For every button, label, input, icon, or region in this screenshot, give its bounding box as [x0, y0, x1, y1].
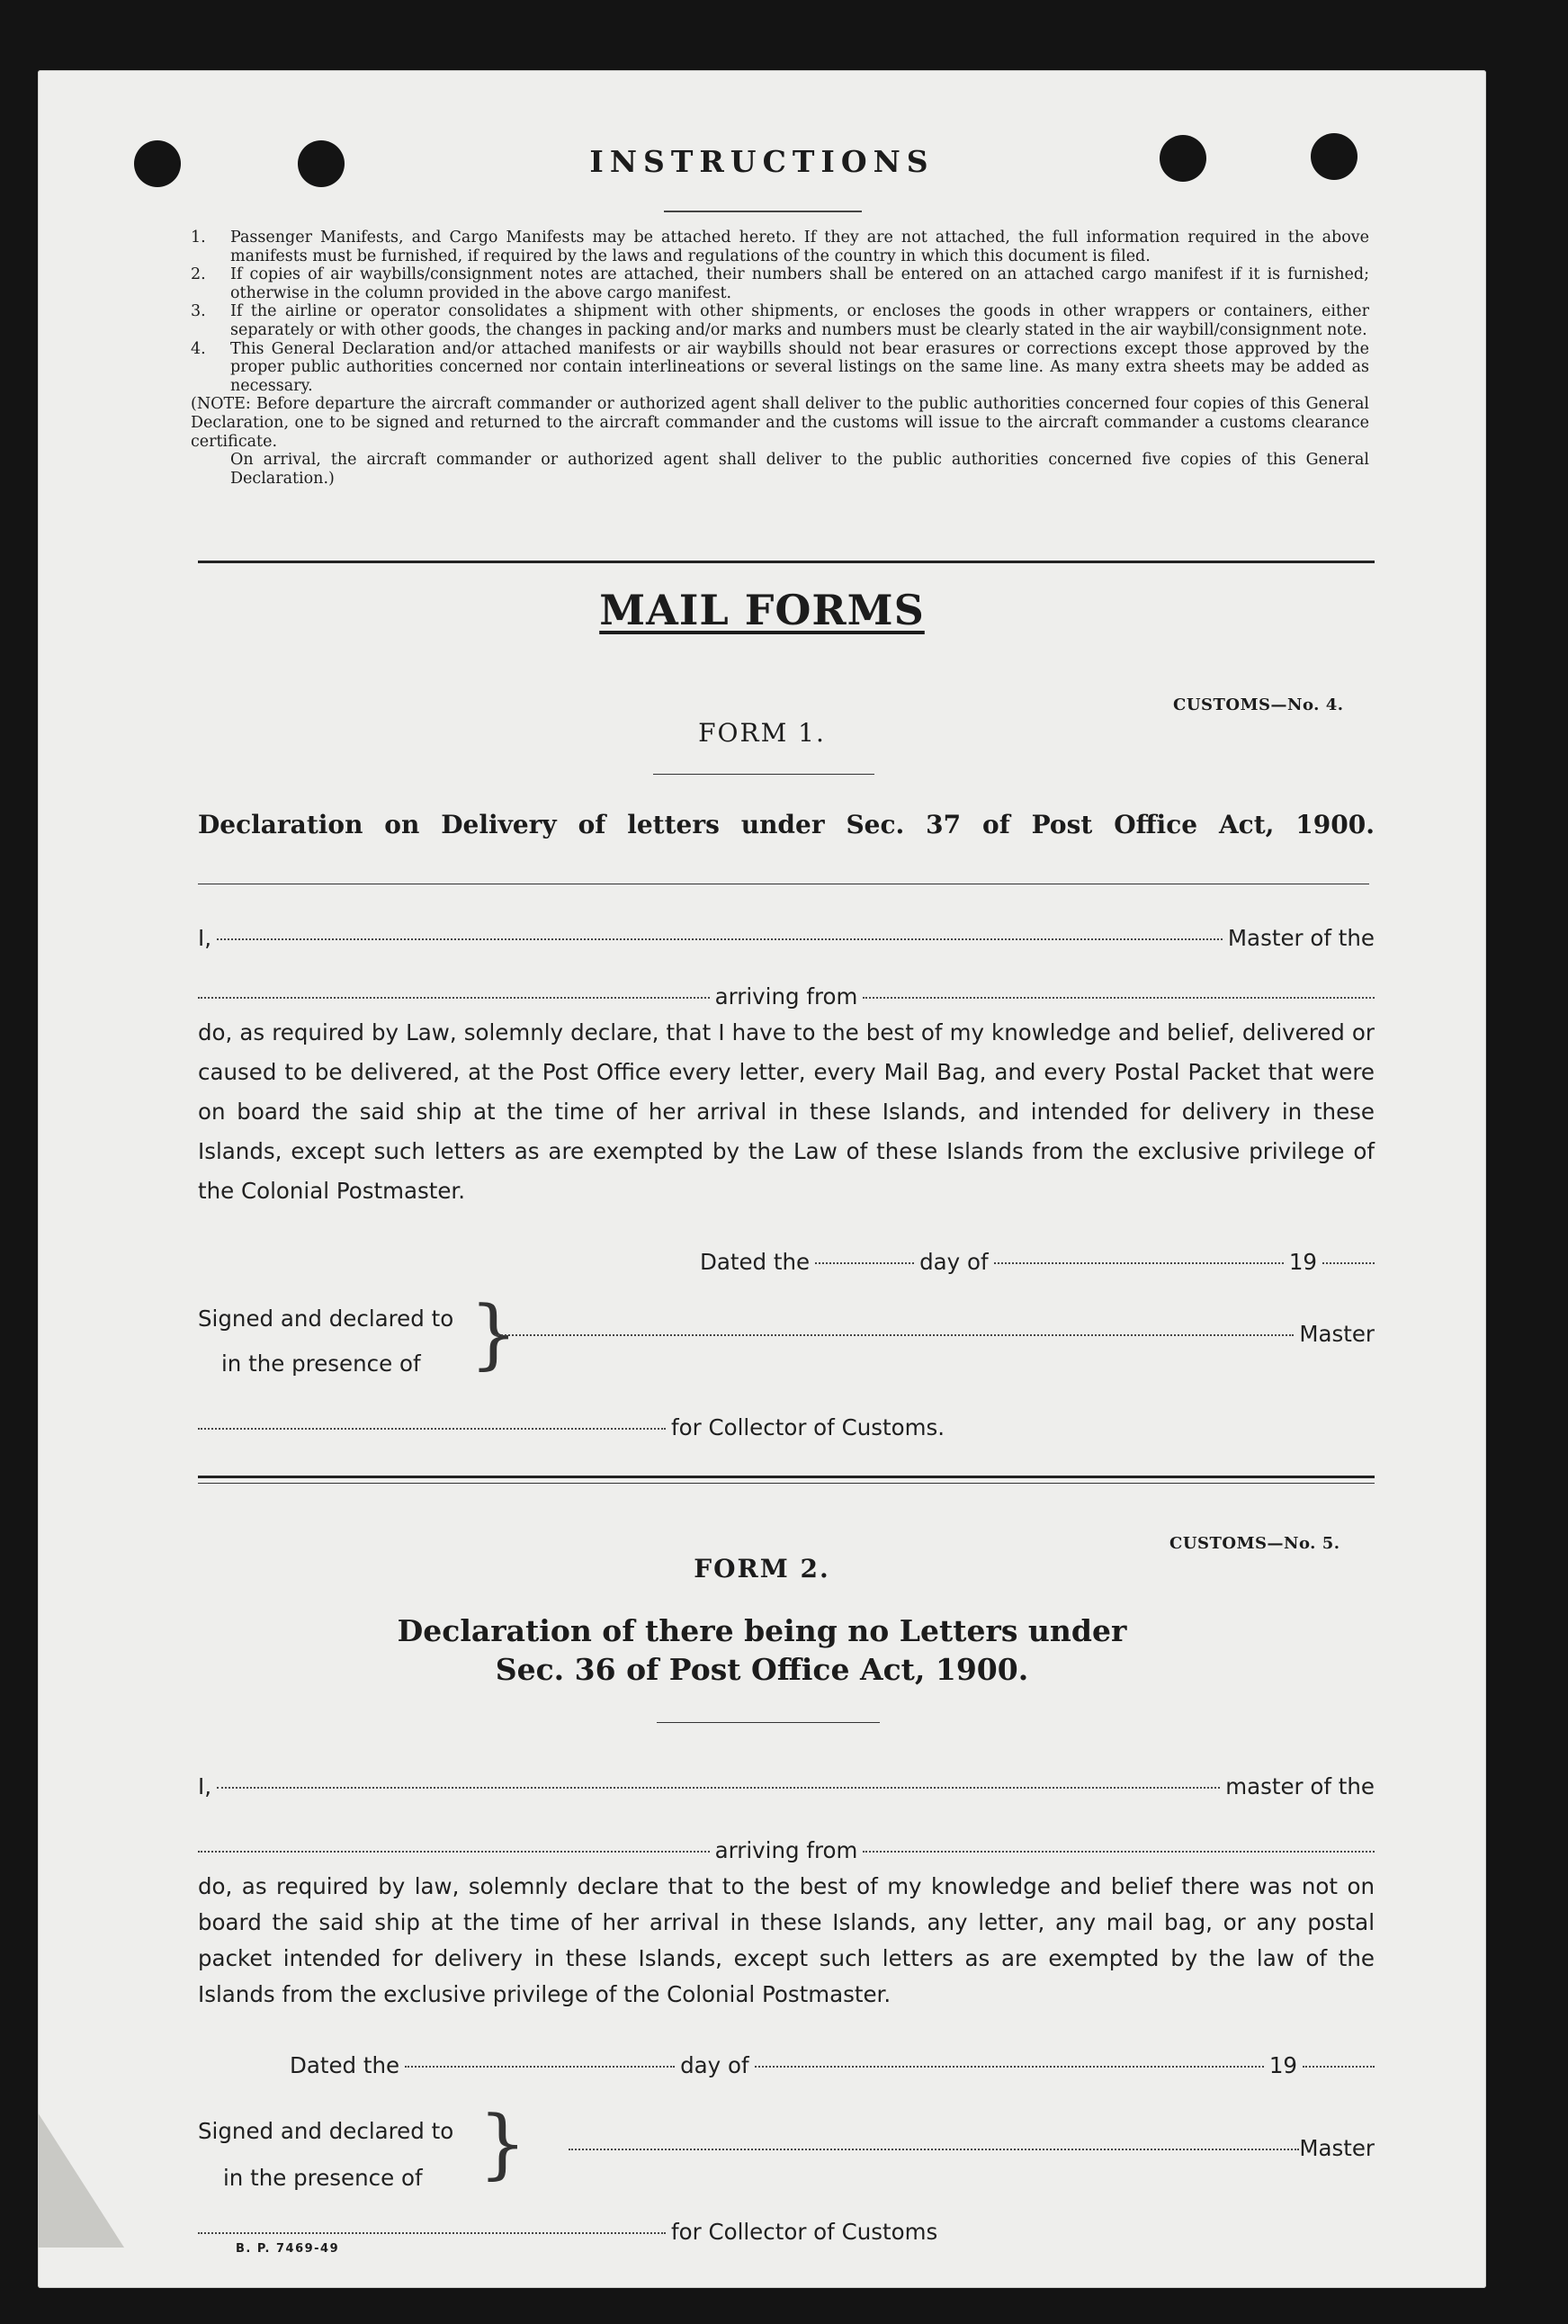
- master-label: Master: [1299, 2135, 1375, 2161]
- folded-corner: [38, 2113, 124, 2248]
- heading-word: Office: [1114, 810, 1198, 839]
- collector-signature-field[interactable]: [198, 1428, 666, 1430]
- brace-icon: }: [479, 2099, 527, 2187]
- instruction-item: [191, 340, 1369, 396]
- form2-declaration-heading: [38, 1611, 1486, 1689]
- form2-master-signature-line: [569, 2135, 1375, 2161]
- heading-word: Act,: [1218, 810, 1275, 839]
- form-divider: [198, 1476, 1375, 1478]
- form2-title-rule: [657, 1722, 880, 1723]
- heading-word: 37: [926, 810, 962, 839]
- origin-field[interactable]: [863, 997, 1375, 999]
- instruction-number: 3.: [191, 302, 206, 321]
- collector-signature-field[interactable]: [198, 2232, 666, 2234]
- instruction-item: [191, 229, 1369, 265]
- instructions-title: INSTRUCTIONS: [589, 144, 935, 179]
- instruction-text: Passenger Manifests, and Cargo Manifests may be attached hereto. If they are not attached, the full information required in the above manifests must be furnished, if required by the laws and regulations of the country in which this document is filed.: [230, 229, 1369, 265]
- collector-label: for Collector of Customs.: [671, 1414, 945, 1440]
- document-page: [38, 70, 1486, 2288]
- instruction-text: If copies of air waybills/consignment notes are attached, their numbers shall be entered on an attached cargo manifest if it is furnished; otherwise in the column provided in the above cargo manifest.: [230, 265, 1369, 302]
- form1-signed-label: [198, 1297, 453, 1386]
- brace-icon: }: [470, 1289, 518, 1377]
- heading-word: letters: [627, 810, 720, 839]
- form1-declaration-body: do, as required by Law, solemnly declare, that I have to the best of my knowledge and belief, delivered or caused to be delivered, at the Post Office every letter, every Mail Bag, and every Postal Packet that were on board the said ship at the time of her arrival in these Islands, and intended for delivery in these Islands, except such letters as are exempted by the Law of these Islands from the exclusive privilege of the Colonial Postmaster.: [198, 1019, 1375, 1204]
- day-field[interactable]: [405, 2066, 675, 2068]
- origin-field[interactable]: [863, 1851, 1375, 1853]
- form1-title: FORM 1.: [698, 718, 826, 748]
- heading-word: of: [578, 810, 606, 839]
- instruction-number: 1.: [191, 229, 206, 247]
- heading-word: 1900.: [1295, 810, 1375, 839]
- heading-word: on: [384, 810, 420, 839]
- master-signature-field[interactable]: [569, 2149, 1299, 2150]
- ship-name-field[interactable]: [198, 1851, 710, 1853]
- form-divider: [198, 1483, 1375, 1484]
- ship-name-field[interactable]: [198, 997, 710, 999]
- form2-master-line: [198, 1773, 1375, 1799]
- pronoun-label: I,: [198, 1773, 212, 1799]
- form-code: B. P. 7469-49: [236, 2242, 340, 2256]
- year-field[interactable]: [1303, 2066, 1375, 2068]
- form1-date-line: [700, 1249, 1375, 1275]
- year-label: 19: [1288, 1249, 1317, 1275]
- arriving-from-label: arriving from: [714, 983, 858, 1009]
- form1-declaration-heading: [198, 810, 1375, 839]
- heading-line: Declaration of there being no Letters under: [397, 1613, 1127, 1648]
- form1-arriving-line: [198, 983, 1375, 1009]
- form2-arriving-line: [198, 1837, 1375, 1863]
- master-name-field[interactable]: [217, 938, 1223, 940]
- form2-title: FORM 2.: [694, 1554, 830, 1584]
- instruction-text: If the airline or operator consolidates a shipment with other shipments, or encloses the goods in other wrappers or containers, either separately or with other goods, the changes in packing and/or marks and numbers must be clearly stated in the air waybill/consignment note.: [230, 302, 1369, 339]
- form2-customs-number: CUSTOMS—No. 5.: [1169, 1534, 1340, 1553]
- year-field[interactable]: [1322, 1262, 1375, 1264]
- form2-signed-label: [198, 2108, 453, 2202]
- form1-title-rule: [653, 774, 874, 775]
- heading-word: Post: [1031, 810, 1093, 839]
- collector-label: for Collector of Customs: [671, 2219, 938, 2245]
- instruction-number: 2.: [191, 265, 206, 284]
- day-of-label: day of: [680, 2052, 749, 2078]
- signed-line: Signed and declared to: [198, 2118, 454, 2144]
- heading-word: Sec.: [846, 810, 905, 839]
- master-label: Master: [1299, 1321, 1375, 1347]
- title-rule: [664, 211, 862, 212]
- arriving-from-label: arriving from: [714, 1837, 858, 1863]
- section-divider: [198, 561, 1375, 563]
- heading-word: of: [982, 810, 1010, 839]
- instruction-note-arrival: On arrival, the aircraft commander or authorized agent shall deliver to the public authorities concerned five copies of this General Declaration.): [230, 451, 1369, 488]
- form1-master-line: [198, 925, 1375, 951]
- master-signature-field[interactable]: [495, 1334, 1294, 1336]
- mail-forms-title: MAIL FORMS: [599, 586, 925, 634]
- master-of-label: Master of the: [1227, 925, 1375, 951]
- heading-word: Declaration: [198, 810, 363, 839]
- signed-line: Signed and declared to: [198, 1306, 454, 1332]
- heading-word: Delivery: [441, 810, 557, 839]
- pronoun-label: I,: [198, 925, 212, 951]
- form1-collector-line: [198, 1414, 1008, 1440]
- master-of-label: master of the: [1225, 1773, 1375, 1799]
- form2-date-line: [290, 2052, 1375, 2078]
- year-label: 19: [1268, 2052, 1297, 2078]
- form1-master-signature-line: [495, 1321, 1375, 1347]
- presence-line: in the presence of: [223, 2165, 423, 2191]
- instruction-item: [191, 265, 1369, 302]
- form2-declaration-body: do, as required by law, solemnly declare that to the best of my knowledge and belief there was not on board the said ship at the time of her arrival in these Islands, any letter, any mail bag, or any postal packet intended for delivery in these Islands, except such letters as are exempted by the law of the Islands from the exclusive privilege of the Colonial Postmaster.: [198, 1873, 1375, 2007]
- instruction-number: 4.: [191, 339, 206, 358]
- master-name-field[interactable]: [217, 1787, 1220, 1789]
- day-of-label: day of: [919, 1249, 989, 1275]
- month-field[interactable]: [994, 1262, 1284, 1264]
- dated-the-label: Dated the: [700, 1249, 811, 1275]
- instruction-text: This General Declaration and/or attached manifests or air waybills should not bear erasures or corrections except those approved by the proper public authorities concerned nor contain interlineations or several listings on the same line. As many extra sheets may be added as necessary.: [230, 339, 1369, 395]
- day-field[interactable]: [815, 1262, 914, 1264]
- instruction-item: [191, 302, 1369, 339]
- form2-collector-line: [198, 2219, 1008, 2245]
- month-field[interactable]: [755, 2066, 1264, 2068]
- instructions-list: [191, 229, 1369, 488]
- dated-the-label: Dated the: [290, 2052, 400, 2078]
- heading-line: Sec. 36 of Post Office Act, 1900.: [495, 1652, 1029, 1687]
- heading-word: under: [740, 810, 825, 839]
- presence-line: in the presence of: [221, 1350, 421, 1377]
- instruction-note: (NOTE: Before departure the aircraft commander or authorized agent shall deliver to the public authorities concerned four copies of this General Declaration, one to be signed and returned to the aircraft commander and the customs will issue to the aircraft commander a customs clearance certificate.: [191, 395, 1369, 451]
- form1-customs-number: CUSTOMS—No. 4.: [1173, 695, 1344, 714]
